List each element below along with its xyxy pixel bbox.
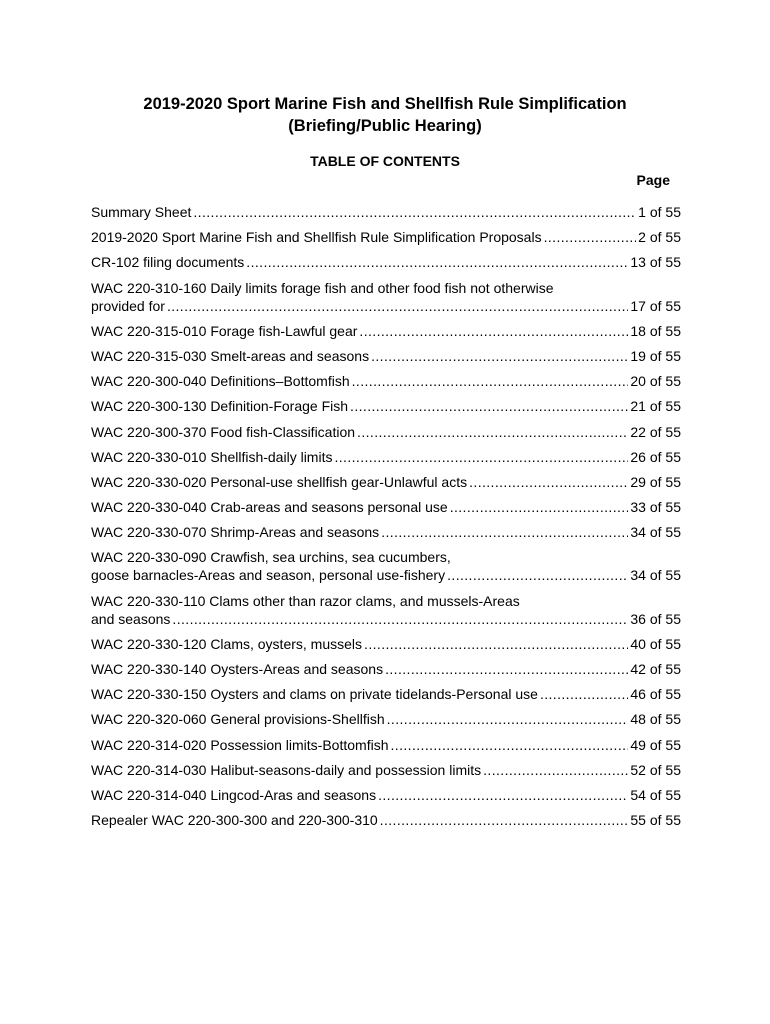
toc-entry bbox=[91, 203, 681, 221]
toc-entry-title: WAC 220-314-030 Halibut-seasons-daily and possession limits bbox=[91, 761, 482, 778]
toc-entry bbox=[91, 548, 681, 584]
toc-entry-page: 21 of 55 bbox=[630, 398, 681, 415]
toc-entry-title: 2019-2020 Sport Marine Fish and Shellfish Rule Simplification Proposals bbox=[91, 229, 542, 246]
toc-entry-row bbox=[91, 228, 681, 246]
toc-entry bbox=[91, 347, 681, 365]
dot-leader bbox=[540, 685, 628, 703]
toc-entry bbox=[91, 635, 681, 653]
toc-entry-row bbox=[91, 423, 681, 441]
dot-leader bbox=[378, 786, 628, 804]
dot-leader bbox=[371, 347, 628, 365]
toc-entry-title: WAC 220-314-020 Possession limits-Bottomfish bbox=[91, 736, 389, 753]
toc-list bbox=[91, 203, 681, 836]
page-column-label: Page bbox=[636, 172, 670, 188]
dot-leader bbox=[350, 397, 628, 415]
toc-entry bbox=[91, 685, 681, 703]
toc-entry-title: WAC 220-330-150 Oysters and clams on private tidelands-Personal use bbox=[91, 686, 538, 703]
toc-entry-title: WAC 220-330-040 Crab-areas and seasons personal use bbox=[91, 499, 448, 516]
toc-entry-title: WAC 220-330-120 Clams, oysters, mussels bbox=[91, 635, 363, 652]
toc-entry-title: Summary Sheet bbox=[91, 204, 192, 220]
dot-leader bbox=[391, 736, 629, 754]
dot-leader bbox=[352, 372, 629, 390]
toc-entry-page: 18 of 55 bbox=[630, 322, 681, 339]
toc-entry bbox=[91, 397, 681, 415]
toc-entry-row bbox=[91, 297, 681, 315]
toc-entry bbox=[91, 473, 681, 491]
toc-entry-page: 52 of 55 bbox=[630, 761, 681, 778]
toc-entry-row bbox=[91, 253, 681, 271]
dot-leader bbox=[381, 523, 628, 541]
toc-entry-title: WAC 220-315-010 Forage fish-Lawful gear bbox=[91, 322, 358, 339]
toc-heading: TABLE OF CONTENTS bbox=[310, 153, 460, 169]
toc-entry-title: Repealer WAC 220-300-300 and 220-300-310 bbox=[91, 812, 378, 829]
toc-entry bbox=[91, 498, 681, 516]
dot-leader bbox=[450, 498, 629, 516]
toc-entry bbox=[91, 322, 681, 340]
toc-entry-row bbox=[91, 347, 681, 365]
toc-entry-title: provided for bbox=[91, 297, 165, 314]
toc-entry bbox=[91, 736, 681, 754]
toc-entry-row bbox=[91, 523, 681, 541]
toc-entry-row bbox=[91, 448, 681, 466]
toc-entry-title-line: WAC 220-330-110 Clams other than razor clams, and mussels-Areas bbox=[91, 592, 520, 609]
dot-leader bbox=[544, 228, 637, 246]
dot-leader bbox=[387, 710, 629, 728]
toc-entry bbox=[91, 761, 681, 779]
toc-entry bbox=[91, 592, 681, 628]
toc-entry-page: 29 of 55 bbox=[630, 473, 681, 490]
toc-entry-page: 55 of 55 bbox=[630, 812, 681, 829]
toc-entry-row bbox=[91, 498, 681, 516]
toc-entry-title: WAC 220-300-370 Food fish-Classification bbox=[91, 423, 356, 440]
toc-entry-page: 13 of 55 bbox=[630, 254, 681, 271]
toc-entry-title: WAC 220-314-040 Lingcod-Aras and seasons bbox=[91, 786, 377, 803]
toc-entry-page: 49 of 55 bbox=[630, 736, 681, 753]
toc-entry-row bbox=[91, 761, 681, 779]
toc-entry bbox=[91, 423, 681, 441]
toc-entry-title: WAC 220-320-060 General provisions-Shellfish bbox=[91, 711, 385, 728]
toc-entry-title: and seasons bbox=[91, 610, 171, 627]
toc-entry-title: WAC 220-330-140 Oysters-Areas and seasons bbox=[91, 661, 384, 677]
toc-entry-row bbox=[91, 372, 681, 390]
dot-leader bbox=[364, 635, 628, 653]
toc-entry-title: WAC 220-300-040 Definitions–Bottomfish bbox=[91, 373, 350, 390]
toc-entry-page: 54 of 55 bbox=[630, 786, 681, 803]
dot-leader bbox=[447, 566, 628, 584]
toc-entry-row bbox=[91, 710, 681, 728]
toc-entry-row bbox=[91, 685, 681, 703]
toc-entry-page: 17 of 55 bbox=[630, 297, 681, 314]
toc-entry-row bbox=[91, 203, 681, 221]
toc-entry-title: WAC 220-315-030 Smelt-areas and seasons bbox=[91, 347, 370, 364]
dot-leader bbox=[193, 203, 636, 221]
toc-entry-row bbox=[91, 397, 681, 415]
toc-entry-page: 20 of 55 bbox=[630, 373, 681, 390]
toc-entry-page: 34 of 55 bbox=[630, 567, 681, 584]
toc-entry-page: 22 of 55 bbox=[630, 423, 681, 440]
toc-entry bbox=[91, 279, 681, 315]
toc-entry-page: 33 of 55 bbox=[630, 499, 681, 516]
dot-leader bbox=[167, 297, 628, 315]
toc-entry-title: CR-102 filing documents bbox=[91, 254, 245, 271]
toc-entry bbox=[91, 448, 681, 466]
toc-entry-title-line: WAC 220-310-160 Daily limits forage fish and other food fish not otherwise bbox=[91, 279, 554, 296]
toc-entry bbox=[91, 710, 681, 728]
document-title: 2019-2020 Sport Marine Fish and Shellfish Rule Simplification bbox=[143, 95, 627, 113]
toc-entry-title: WAC 220-330-070 Shrimp-Areas and seasons bbox=[91, 524, 380, 541]
dot-leader bbox=[246, 253, 628, 271]
toc-entry bbox=[91, 372, 681, 390]
dot-leader bbox=[334, 448, 628, 466]
dot-leader bbox=[359, 322, 628, 340]
toc-entry bbox=[91, 253, 681, 271]
document-subtitle: (Briefing/Public Hearing) bbox=[288, 117, 482, 135]
dot-leader bbox=[357, 423, 628, 441]
toc-entry-page: 2 of 55 bbox=[638, 229, 681, 246]
dot-leader bbox=[385, 660, 628, 678]
toc-entry bbox=[91, 228, 681, 246]
toc-entry-row bbox=[91, 473, 681, 491]
toc-entry-row bbox=[91, 322, 681, 340]
toc-entry-page: 19 of 55 bbox=[630, 347, 681, 364]
toc-entry-row bbox=[91, 811, 681, 829]
toc-entry-page: 26 of 55 bbox=[630, 448, 681, 465]
toc-entry-page: 46 of 55 bbox=[630, 686, 681, 703]
toc-entry-title: WAC 220-330-010 Shellfish-daily limits bbox=[91, 448, 333, 465]
toc-entry-row bbox=[91, 610, 681, 628]
toc-entry-page: 36 of 55 bbox=[630, 610, 681, 627]
toc-entry-page: 34 of 55 bbox=[630, 524, 681, 541]
toc-entry-row bbox=[91, 660, 681, 678]
dot-leader bbox=[469, 473, 628, 491]
toc-entry-row bbox=[91, 736, 681, 754]
toc-entry-page: 42 of 55 bbox=[630, 661, 681, 677]
toc-entry-title: goose barnacles-Areas and season, personal use-fishery bbox=[91, 567, 446, 584]
toc-entry-page: 48 of 55 bbox=[630, 711, 681, 728]
toc-entry-page: 1 of 55 bbox=[638, 204, 681, 220]
dot-leader bbox=[172, 610, 628, 628]
dot-leader bbox=[483, 761, 628, 779]
toc-entry-row bbox=[91, 635, 681, 653]
toc-entry-title: WAC 220-300-130 Definition-Forage Fish bbox=[91, 398, 349, 415]
toc-entry bbox=[91, 523, 681, 541]
toc-entry-title-line: WAC 220-330-090 Crawfish, sea urchins, sea cucumbers, bbox=[91, 549, 451, 566]
toc-entry bbox=[91, 660, 681, 678]
toc-entry-row bbox=[91, 786, 681, 804]
toc-entry-title: WAC 220-330-020 Personal-use shellfish gear-Unlawful acts bbox=[91, 473, 468, 490]
toc-entry-page: 40 of 55 bbox=[630, 635, 681, 652]
toc-entry bbox=[91, 811, 681, 829]
toc-entry bbox=[91, 786, 681, 804]
dot-leader bbox=[380, 811, 629, 829]
toc-entry-row bbox=[91, 566, 681, 584]
